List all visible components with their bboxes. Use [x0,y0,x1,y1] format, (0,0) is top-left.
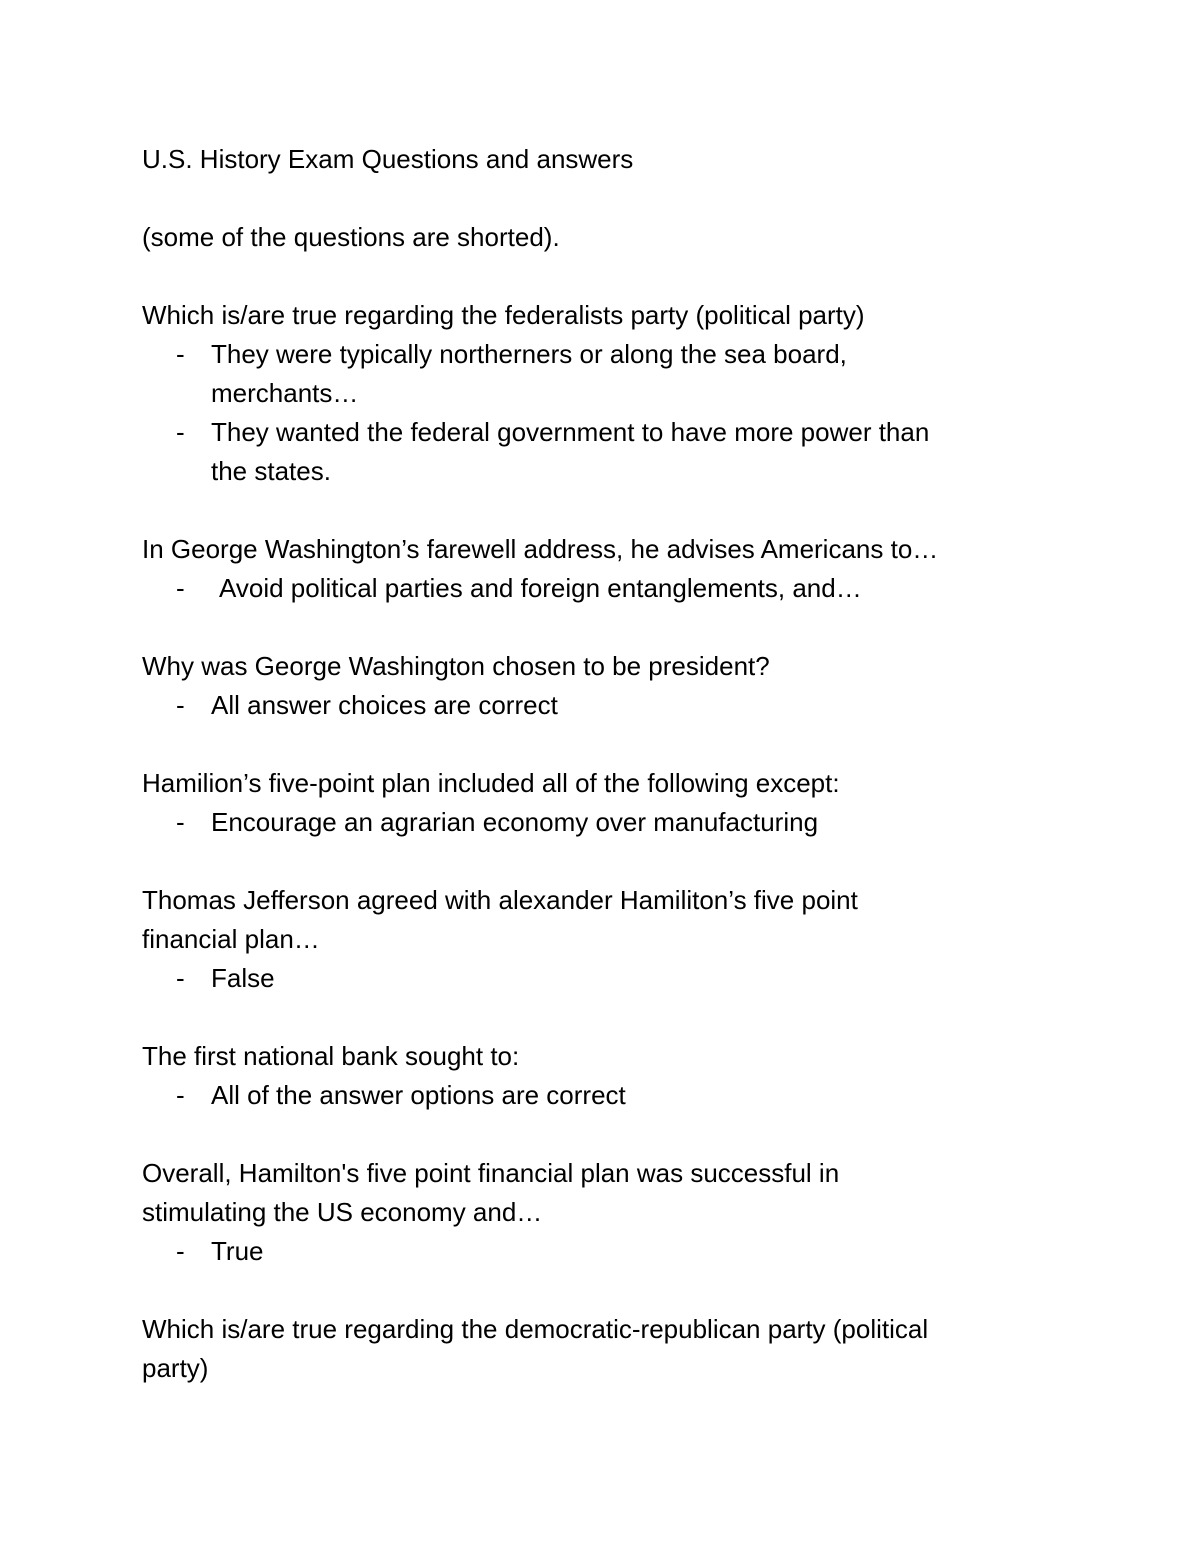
answer-item [142,1232,1062,1271]
question-text: stimulating the US economy and… [142,1197,543,1227]
answer-list [142,686,1062,725]
answer-list [142,569,1062,608]
answer-item [142,335,1062,413]
answer-list [142,803,1062,842]
spacer [142,1271,1062,1310]
document-body [142,140,1062,1388]
question-text: party) [142,1353,209,1383]
question-block [142,1154,1062,1271]
question-text: Why was George Washington chosen to be president? [142,651,770,681]
answer-list [142,335,1062,491]
question-text: Which is/are true regarding the democratic-republican party (political [142,1314,929,1344]
answer-text: Encourage an agrarian economy over manufacturing [211,807,819,837]
bullet-dash: - [176,573,185,603]
answer-item [142,569,1062,608]
question-text: Which is/are true regarding the federalists party (political party) [142,300,865,330]
document-note: (some of the questions are shorted). [142,222,560,252]
question-block [142,296,1062,491]
question-text: financial plan… [142,924,320,954]
answer-item [142,1076,1062,1115]
spacer [142,842,1062,881]
spacer [142,1115,1062,1154]
question-text: Hamilion’s five-point plan included all of the following except: [142,768,840,798]
bullet-dash: - [176,1080,185,1110]
bullet-dash: - [176,690,185,720]
answer-text: True [211,1236,264,1266]
question-text: Thomas Jefferson agreed with alexander Hamiliton’s five point [142,885,858,915]
answer-text: All answer choices are correct [211,690,558,720]
question-block [142,647,1062,725]
answer-text: False [211,963,275,993]
answer-item [142,413,1062,491]
answer-item [142,803,1062,842]
answer-text: They were typically northerners or along the sea board, [211,339,847,369]
answer-text: All of the answer options are correct [211,1080,626,1110]
bullet-dash: - [176,339,185,369]
bullet-dash: - [176,417,185,447]
document-title: U.S. History Exam Questions and answers [142,144,634,174]
spacer [142,608,1062,647]
question-text: The first national bank sought to: [142,1041,520,1071]
spacer [142,257,1062,296]
spacer [142,998,1062,1037]
question-block [142,530,1062,608]
answer-list [142,959,1062,998]
spacer [142,725,1062,764]
bullet-dash: - [176,1236,185,1266]
question-text: Overall, Hamilton's five point financial plan was successful in [142,1158,840,1188]
spacer [142,491,1062,530]
answer-item [142,686,1062,725]
question-block [142,1037,1062,1115]
question-block [142,881,1062,998]
question-text: In George Washington’s farewell address, he advises Americans to… [142,534,939,564]
answer-item [142,959,1062,998]
answer-text: Avoid political parties and foreign entanglements, and… [219,573,862,603]
spacer [142,179,1062,218]
question-block [142,764,1062,842]
answer-text: merchants… [211,378,359,408]
question-block [142,1310,1062,1388]
bullet-dash: - [176,963,185,993]
answer-list [142,1232,1062,1271]
answer-text: the states. [211,456,331,486]
bullet-dash: - [176,807,185,837]
answer-list [142,1076,1062,1115]
answer-text: They wanted the federal government to have more power than [211,417,930,447]
